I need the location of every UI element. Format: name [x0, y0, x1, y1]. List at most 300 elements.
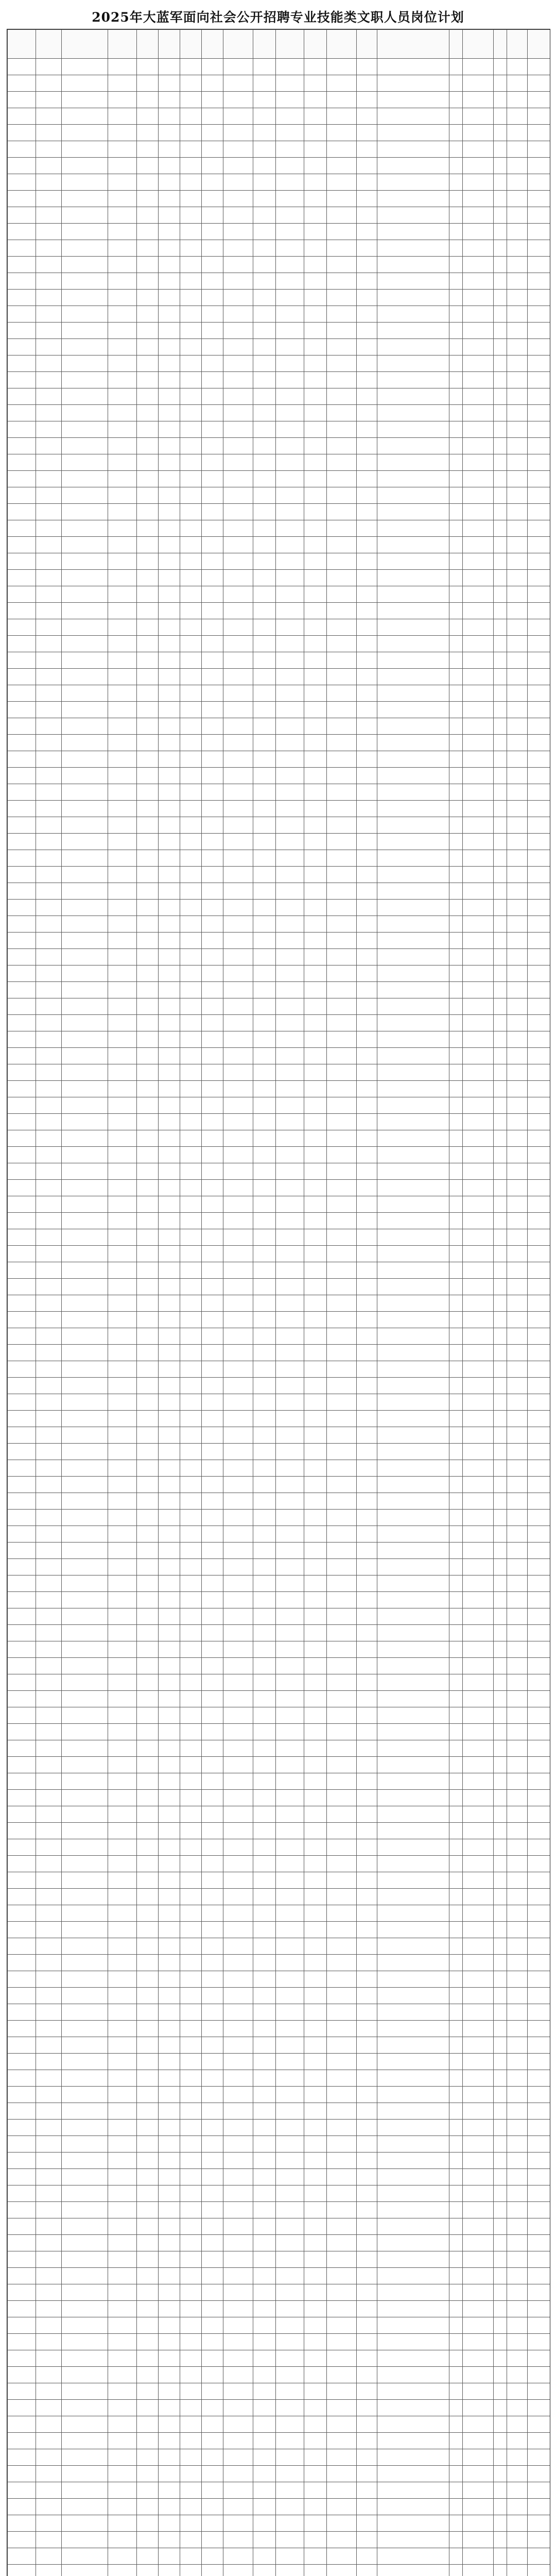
- table-cell: [494, 1559, 507, 1575]
- table-cell: [507, 1262, 528, 1279]
- table-cell: [8, 273, 36, 290]
- table-cell: [159, 520, 180, 537]
- table-cell: [494, 1493, 507, 1510]
- table-cell: [62, 2169, 108, 2185]
- table-cell: [36, 108, 62, 125]
- table-cell: [528, 636, 550, 652]
- table-cell: [463, 1460, 494, 1477]
- table-cell: [377, 1180, 449, 1196]
- table-cell: [108, 2169, 137, 2185]
- table-cell: [304, 801, 327, 817]
- table-cell: [304, 59, 327, 75]
- table-cell: [180, 1938, 202, 1955]
- table-cell: [528, 1575, 550, 1592]
- table-cell: [357, 421, 377, 438]
- table-cell: [507, 1856, 528, 1872]
- table-cell: [36, 1757, 62, 1773]
- table-cell: [159, 1493, 180, 1510]
- table-cell: [276, 1163, 304, 1180]
- table-cell: [463, 438, 494, 454]
- table-cell: [253, 355, 276, 372]
- table-cell: [253, 1180, 276, 1196]
- table-cell: [304, 2367, 327, 2383]
- table-cell: [507, 801, 528, 817]
- table-cell: [223, 1839, 253, 1856]
- table-cell: [180, 2499, 202, 2515]
- table-cell: [304, 1724, 327, 1740]
- table-cell: [449, 2317, 463, 2334]
- table-cell: [137, 290, 159, 306]
- table-cell: [276, 2218, 304, 2235]
- table-cell: [327, 1180, 357, 1196]
- table-cell: [137, 2449, 159, 2466]
- table-row: [8, 1427, 550, 1444]
- table-cell: [36, 2367, 62, 2383]
- table-cell: [253, 59, 276, 75]
- table-cell: [304, 1130, 327, 1147]
- table-cell: [108, 1147, 137, 1163]
- table-cell: [276, 2120, 304, 2136]
- table-cell: [253, 487, 276, 504]
- table-cell: [202, 1163, 223, 1180]
- table-cell: [202, 2284, 223, 2301]
- table-cell: [494, 702, 507, 718]
- table-cell: [276, 2416, 304, 2433]
- table-cell: [507, 603, 528, 619]
- table-cell: [494, 1724, 507, 1740]
- table-cell: [327, 1740, 357, 1757]
- table-cell: [8, 916, 36, 933]
- table-cell: [137, 108, 159, 125]
- table-cell: [159, 2070, 180, 2087]
- table-cell: [180, 2301, 202, 2317]
- table-cell: [449, 1031, 463, 1048]
- table-cell: [223, 1608, 253, 1625]
- table-cell: [159, 1806, 180, 1823]
- table-cell: [449, 636, 463, 652]
- table-cell: [253, 1213, 276, 1229]
- table-cell: [276, 850, 304, 867]
- table-cell: [494, 339, 507, 355]
- table-cell: [180, 1378, 202, 1394]
- table-cell: [108, 1295, 137, 1312]
- table-cell: [223, 2532, 253, 2548]
- table-cell: [62, 191, 108, 207]
- table-cell: [159, 2268, 180, 2284]
- table-cell: [327, 2317, 357, 2334]
- table-cell: [507, 1740, 528, 1757]
- table-cell: [62, 454, 108, 471]
- table-cell: [137, 1114, 159, 1130]
- table-cell: [253, 1394, 276, 1411]
- table-cell: [62, 2383, 108, 2400]
- table-cell: [507, 916, 528, 933]
- table-cell: [180, 92, 202, 108]
- table-cell: [327, 2153, 357, 2169]
- table-cell: [357, 1427, 377, 1444]
- table-cell: [449, 1114, 463, 1130]
- table-cell: [494, 471, 507, 487]
- table-cell: [108, 2268, 137, 2284]
- table-cell: [223, 636, 253, 652]
- table-cell: [202, 1773, 223, 1790]
- table-cell: [276, 2070, 304, 2087]
- table-cell: [202, 207, 223, 224]
- table-cell: [159, 141, 180, 158]
- table-cell: [276, 718, 304, 735]
- table-cell: [357, 801, 377, 817]
- table-cell: [180, 273, 202, 290]
- table-cell: [357, 586, 377, 603]
- table-cell: [357, 1229, 377, 1246]
- table-cell: [137, 553, 159, 570]
- table-cell: [202, 1493, 223, 1510]
- table-cell: [507, 2499, 528, 2515]
- table-cell: [377, 1823, 449, 1839]
- table-cell: [449, 1328, 463, 1345]
- table-row: [8, 586, 550, 603]
- table-cell: [180, 1279, 202, 1295]
- table-cell: [327, 1823, 357, 1839]
- table-cell: [357, 2251, 377, 2268]
- table-cell: [159, 949, 180, 965]
- table-cell: [223, 504, 253, 520]
- table-cell: [528, 982, 550, 998]
- table-cell: [449, 471, 463, 487]
- table-cell: [180, 1971, 202, 1988]
- table-cell: [377, 1444, 449, 1460]
- table-cell: [36, 768, 62, 784]
- table-cell: [223, 1493, 253, 1510]
- table-cell: [377, 1971, 449, 1988]
- table-cell: [357, 553, 377, 570]
- table-cell: [159, 1295, 180, 1312]
- table-cell: [137, 2136, 159, 2153]
- table-cell: [159, 2037, 180, 2054]
- table-cell: [357, 2350, 377, 2367]
- table-cell: [276, 1955, 304, 1971]
- table-cell: [8, 141, 36, 158]
- table-cell: [108, 1411, 137, 1427]
- table-cell: [202, 92, 223, 108]
- table-cell: [202, 2037, 223, 2054]
- table-cell: [463, 965, 494, 982]
- table-cell: [357, 1246, 377, 1262]
- table-cell: [463, 2185, 494, 2202]
- table-cell: [180, 1031, 202, 1048]
- table-row: [8, 1938, 550, 1955]
- table-cell: [180, 306, 202, 323]
- table-cell: [223, 1955, 253, 1971]
- table-cell: [180, 1295, 202, 1312]
- table-cell: [357, 1790, 377, 1806]
- table-cell: [253, 1229, 276, 1246]
- table-cell: [202, 916, 223, 933]
- table-cell: [36, 1460, 62, 1477]
- table-cell: [276, 2136, 304, 2153]
- table-cell: [449, 1147, 463, 1163]
- table-cell: [159, 2153, 180, 2169]
- table-cell: [159, 207, 180, 224]
- table-cell: [202, 1905, 223, 1922]
- table-cell: [377, 1196, 449, 1213]
- table-cell: [377, 1031, 449, 1048]
- table-cell: [377, 1147, 449, 1163]
- table-cell: [507, 2004, 528, 2021]
- table-cell: [449, 2367, 463, 2383]
- table-cell: [36, 1130, 62, 1147]
- table-cell: [304, 372, 327, 388]
- table-cell: [449, 768, 463, 784]
- table-cell: [304, 652, 327, 669]
- table-cell: [507, 1922, 528, 1938]
- table-cell: [223, 1180, 253, 1196]
- table-cell: [327, 900, 357, 916]
- table-cell: [137, 1213, 159, 1229]
- table-cell: [202, 1394, 223, 1411]
- table-row: [8, 421, 550, 438]
- table-cell: [276, 2350, 304, 2367]
- table-cell: [180, 801, 202, 817]
- table-cell: [528, 1724, 550, 1740]
- column-header: [8, 30, 36, 59]
- table-cell: [253, 1526, 276, 1543]
- table-cell: [180, 1361, 202, 1378]
- table-cell: [507, 174, 528, 191]
- table-cell: [137, 421, 159, 438]
- table-cell: [327, 1757, 357, 1773]
- table-cell: [276, 2251, 304, 2268]
- table-cell: [253, 669, 276, 685]
- table-cell: [276, 1823, 304, 1839]
- table-cell: [202, 850, 223, 867]
- table-cell: [528, 2317, 550, 2334]
- table-row: [8, 619, 550, 636]
- table-cell: [507, 2202, 528, 2218]
- table-cell: [202, 454, 223, 471]
- table-cell: [276, 2103, 304, 2120]
- table-cell: [528, 1444, 550, 1460]
- table-cell: [202, 1345, 223, 1361]
- table-cell: [463, 1971, 494, 1988]
- table-cell: [202, 59, 223, 75]
- table-cell: [357, 1773, 377, 1790]
- table-cell: [36, 1691, 62, 1707]
- table-cell: [253, 2004, 276, 2021]
- table-cell: [276, 1477, 304, 1493]
- table-cell: [62, 1543, 108, 1559]
- table-cell: [253, 2120, 276, 2136]
- table-cell: [180, 421, 202, 438]
- table-cell: [137, 1790, 159, 1806]
- table-cell: [507, 240, 528, 257]
- table-cell: [180, 1625, 202, 1641]
- table-cell: [528, 2482, 550, 2499]
- table-cell: [253, 1114, 276, 1130]
- table-cell: [62, 1246, 108, 1262]
- table-cell: [528, 2565, 550, 2576]
- table-cell: [276, 1658, 304, 1674]
- table-cell: [223, 224, 253, 240]
- table-cell: [202, 718, 223, 735]
- table-cell: [159, 1938, 180, 1955]
- table-cell: [507, 1773, 528, 1790]
- table-cell: [377, 1955, 449, 1971]
- table-cell: [357, 1905, 377, 1922]
- table-cell: [463, 1064, 494, 1081]
- table-cell: [276, 685, 304, 702]
- table-cell: [202, 471, 223, 487]
- table-cell: [202, 191, 223, 207]
- table-cell: [62, 75, 108, 92]
- table-cell: [507, 1493, 528, 1510]
- table-cell: [108, 355, 137, 372]
- table-row: [8, 339, 550, 355]
- table-cell: [36, 306, 62, 323]
- table-cell: [377, 867, 449, 883]
- table-cell: [507, 2383, 528, 2400]
- table-cell: [8, 2070, 36, 2087]
- table-cell: [62, 768, 108, 784]
- table-cell: [377, 2169, 449, 2185]
- table-cell: [507, 982, 528, 998]
- table-cell: [494, 1658, 507, 1674]
- table-cell: [528, 784, 550, 801]
- table-cell: [180, 1246, 202, 1262]
- table-cell: [276, 801, 304, 817]
- table-cell: [108, 2565, 137, 2576]
- table-cell: [253, 1427, 276, 1444]
- table-cell: [36, 1163, 62, 1180]
- table-cell: [528, 471, 550, 487]
- table-cell: [36, 471, 62, 487]
- table-cell: [159, 2054, 180, 2070]
- table-cell: [276, 1641, 304, 1658]
- table-cell: [8, 1707, 36, 1724]
- table-row: [8, 1477, 550, 1493]
- table-cell: [507, 290, 528, 306]
- table-cell: [304, 1213, 327, 1229]
- table-cell: [253, 1559, 276, 1575]
- table-cell: [327, 1097, 357, 1114]
- table-cell: [108, 834, 137, 850]
- table-cell: [202, 553, 223, 570]
- table-cell: [202, 306, 223, 323]
- table-cell: [159, 1922, 180, 1938]
- table-cell: [494, 2037, 507, 2054]
- table-cell: [507, 1444, 528, 1460]
- table-cell: [463, 751, 494, 768]
- table-cell: [304, 1938, 327, 1955]
- table-cell: [202, 1378, 223, 1394]
- table-cell: [276, 2317, 304, 2334]
- table-cell: [507, 1625, 528, 1641]
- table-cell: [463, 191, 494, 207]
- table-cell: [108, 2054, 137, 2070]
- table-cell: [36, 1905, 62, 1922]
- table-cell: [202, 1460, 223, 1477]
- table-cell: [449, 290, 463, 306]
- table-cell: [108, 850, 137, 867]
- table-cell: [108, 454, 137, 471]
- table-row: [8, 438, 550, 454]
- table-cell: [159, 1097, 180, 1114]
- table-cell: [276, 2466, 304, 2482]
- table-cell: [108, 306, 137, 323]
- table-row: [8, 2136, 550, 2153]
- table-cell: [223, 2136, 253, 2153]
- table-cell: [357, 1575, 377, 1592]
- table-cell: [202, 339, 223, 355]
- table-cell: [276, 174, 304, 191]
- table-cell: [202, 1806, 223, 1823]
- table-cell: [159, 2416, 180, 2433]
- table-cell: [507, 421, 528, 438]
- table-cell: [223, 1641, 253, 1658]
- table-cell: [36, 933, 62, 949]
- table-cell: [180, 372, 202, 388]
- table-cell: [304, 339, 327, 355]
- table-cell: [137, 2153, 159, 2169]
- table-cell: [377, 1279, 449, 1295]
- table-cell: [276, 1575, 304, 1592]
- table-cell: [357, 685, 377, 702]
- table-cell: [180, 2466, 202, 2482]
- table-cell: [223, 1938, 253, 1955]
- table-cell: [327, 2185, 357, 2202]
- table-cell: [137, 1543, 159, 1559]
- table-cell: [528, 652, 550, 669]
- table-cell: [180, 1510, 202, 1526]
- table-cell: [180, 1460, 202, 1477]
- table-cell: [62, 1707, 108, 1724]
- table-cell: [137, 1460, 159, 1477]
- table-row: [8, 471, 550, 487]
- table-cell: [507, 2449, 528, 2466]
- table-cell: [202, 867, 223, 883]
- table-cell: [507, 1872, 528, 1889]
- table-cell: [36, 2054, 62, 2070]
- table-cell: [36, 1625, 62, 1641]
- table-cell: [494, 2218, 507, 2235]
- table-cell: [327, 537, 357, 553]
- table-cell: [223, 1246, 253, 1262]
- table-cell: [253, 2218, 276, 2235]
- table-cell: [357, 59, 377, 75]
- table-cell: [159, 867, 180, 883]
- table-cell: [276, 619, 304, 636]
- table-row: [8, 2367, 550, 2383]
- table-cell: [528, 1905, 550, 1922]
- table-cell: [528, 1097, 550, 1114]
- table-cell: [223, 207, 253, 224]
- table-row: [8, 1625, 550, 1641]
- table-cell: [108, 1279, 137, 1295]
- table-cell: [223, 1790, 253, 1806]
- table-cell: [494, 1081, 507, 1097]
- table-cell: [223, 768, 253, 784]
- table-cell: [8, 1988, 36, 2004]
- table-cell: [528, 2185, 550, 2202]
- table-cell: [202, 141, 223, 158]
- table-cell: [253, 2054, 276, 2070]
- table-cell: [377, 1064, 449, 1081]
- table-cell: [223, 158, 253, 174]
- table-cell: [304, 2120, 327, 2136]
- table-row: [8, 1526, 550, 1543]
- table-cell: [327, 2070, 357, 2087]
- table-cell: [62, 1790, 108, 1806]
